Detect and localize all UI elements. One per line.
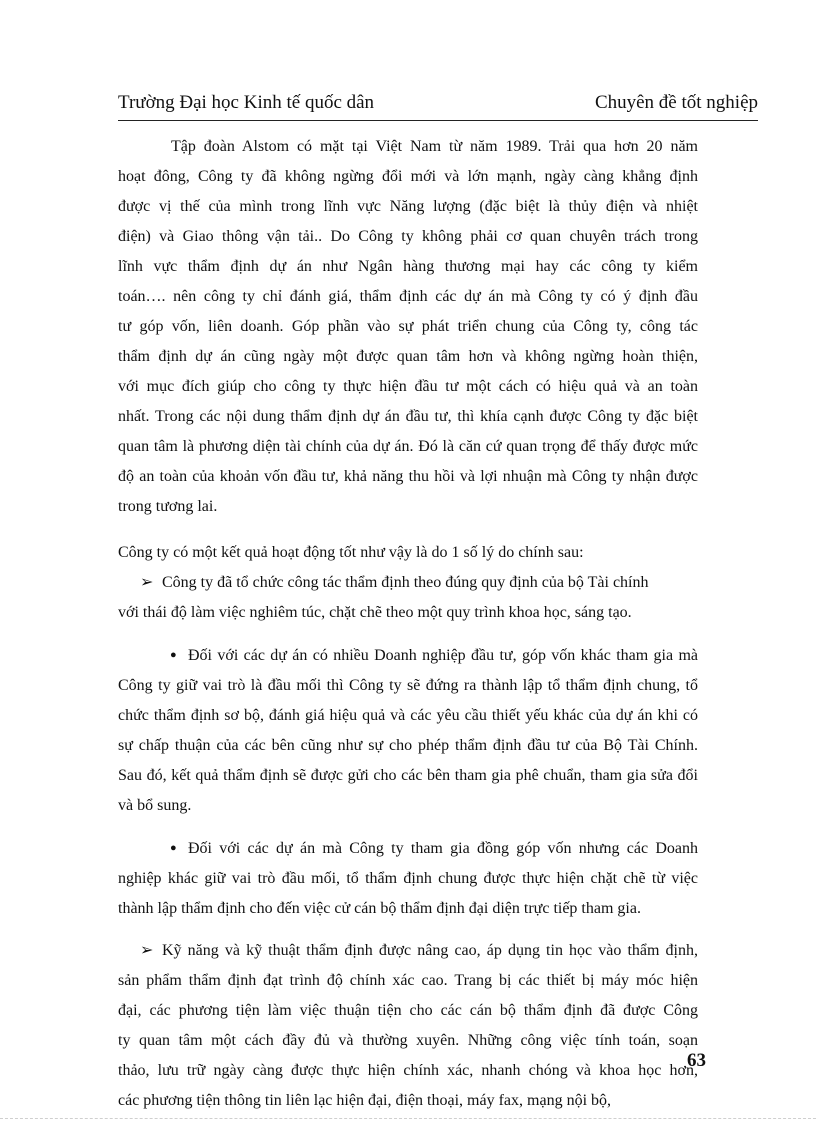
paragraph-line: ➢ Công ty đã tổ chức công tác thẩm định theo đúng quy định của bộ Tài chính [118, 568, 698, 598]
paragraph-line: các phương tiện thông tin liên lạc hiện đại, điện thoại, máy fax, mạng nội bộ, [118, 1092, 612, 1109]
paragraph-line: Tập đoàn Alstom có mặt tại Việt Nam từ năm 1989. Trải qua hơn 20 năm [171, 138, 698, 155]
paragraph-line: sản phẩm thẩm định đạt trình độ chính xác cao. Trang bị các thiết bị máy móc hiện [118, 972, 698, 989]
paragraph-line: điện) và Giao thông vận tải.. Do Công ty không phải cơ quan chuyên trách trong [118, 228, 698, 245]
paragraph-line: thẩm định dự án cũng ngày một được quan tâm hơn và không ngừng hoàn thiện, [118, 348, 698, 365]
reasons-intro: Công ty có một kết quả hoạt động tốt như vậy là do 1 số lý do chính sau: [118, 544, 584, 561]
dot-bullet-icon: ● [170, 649, 177, 661]
paragraph-line: thảo, lưu trữ ngày càng được thực hiện chính xác, nhanh chóng và khoa học hơn, [118, 1062, 698, 1079]
paragraph-line: với mục đích giúp cho công ty thực hiện đầu tư một cách có hiệu quả và an toàn [118, 378, 698, 395]
paragraph-line: toán…. nên công ty chỉ đánh giá, thẩm định các dự án mà Công ty có ý định đầu [118, 288, 698, 305]
paragraph-line: thành lập thẩm định cho đến việc cử cán bộ thẩm định đại diện trực tiếp tham gia. [118, 900, 641, 917]
body-text [118, 132, 698, 1116]
paragraph-line: nghiệp khác giữ vai trò đầu mối, tổ thẩm định chung được thực hiện chặt chẽ từ việc [118, 870, 698, 887]
paragraph-line: ● Đối với các dự án mà Công ty tham gia đồng góp vốn nhưng các Doanh [118, 833, 698, 864]
paragraph-line: ● Đối với các dự án có nhiều Doanh nghiệp đầu tư, góp vốn khác tham gia mà [118, 640, 698, 671]
paragraph-line: ty quan tâm một cách đầy đủ và thường xuyên. Những công việc tính toán, soạn [118, 1032, 698, 1049]
sub-point-2 [118, 833, 698, 924]
paragraph-line: với thái độ làm việc nghiêm túc, chặt chẽ theo một quy trình khoa học, sáng tạo. [118, 604, 632, 621]
arrow-bullet-icon: ➢ [140, 942, 154, 959]
paragraph-intro [118, 132, 698, 522]
paragraph-line: hoạt đông, Công ty đã không ngừng đổi mới và lớn mạnh, ngày càng khẳng định [118, 168, 698, 185]
dot-bullet-icon: ● [170, 842, 177, 854]
paragraph-line: sự chấp thuận của các bên cũng như sự cho phép thẩm định đầu tư của Bộ Tài Chính. [118, 737, 698, 754]
paragraph-line: độ an toàn của khoản vốn đầu tư, khả năng thu hồi và lợi nhuận mà Công ty nhận được [118, 468, 698, 485]
point-1 [118, 568, 698, 628]
sub-point-1 [118, 640, 698, 821]
paragraph-line: và bổ sung. [118, 797, 192, 814]
page-divider [0, 1118, 816, 1119]
arrow-bullet-icon: ➢ [140, 574, 154, 591]
paragraph-line: tư góp vốn, liên doanh. Góp phần vào sự phát triển chung của Công ty, công tác [118, 318, 698, 335]
paragraph-line: Sau đó, kết quả thẩm định sẽ được gửi cho các bên tham gia phê chuẩn, tham gia sửa đổi [118, 767, 698, 784]
paragraph-line: được vị thế của mình trong lĩnh vực Năng lượng (đặc biệt là thủy điện và nhiệt [118, 198, 698, 215]
page-number: 63 [687, 1050, 706, 1071]
paragraph-line: ➢ Kỹ năng và kỹ thuật thẩm định được nâng cao, áp dụng tin học vào thẩm định, [118, 936, 698, 966]
point-2 [118, 936, 698, 1116]
page-header [118, 90, 758, 121]
paragraph-line: lĩnh vực thẩm định dự án như Ngân hàng thương mại hay các công ty kiểm [118, 258, 698, 275]
paragraph-line: nhất. Trong các nội dung thẩm định dự án đầu tư, thì khía cạnh được Công ty đặc biệt [118, 408, 698, 425]
header-school: Trường Đại học Kinh tế quốc dân [118, 92, 375, 113]
paragraph-line: chức thẩm định sơ bộ, đánh giá hiệu quả và các yêu cầu thiết yếu khác của dự án khi có [118, 707, 698, 724]
paragraph-line: trong tương lai. [118, 498, 218, 515]
paragraph-line: đại, các phương tiện làm việc thuận tiện cho các cán bộ thẩm định đã được Công [118, 1002, 698, 1019]
paragraph-line: quan tâm là phương diện tài chính của dự án. Đó là căn cứ quan trọng để thấy được mức [118, 438, 698, 455]
paragraph-line: Công ty giữ vai trò là đầu mối thì Công ty sẽ đứng ra thành lập tổ thẩm định chung, tổ [118, 677, 698, 694]
header-doc-type: Chuyên đề tốt nghiệp [594, 92, 758, 113]
